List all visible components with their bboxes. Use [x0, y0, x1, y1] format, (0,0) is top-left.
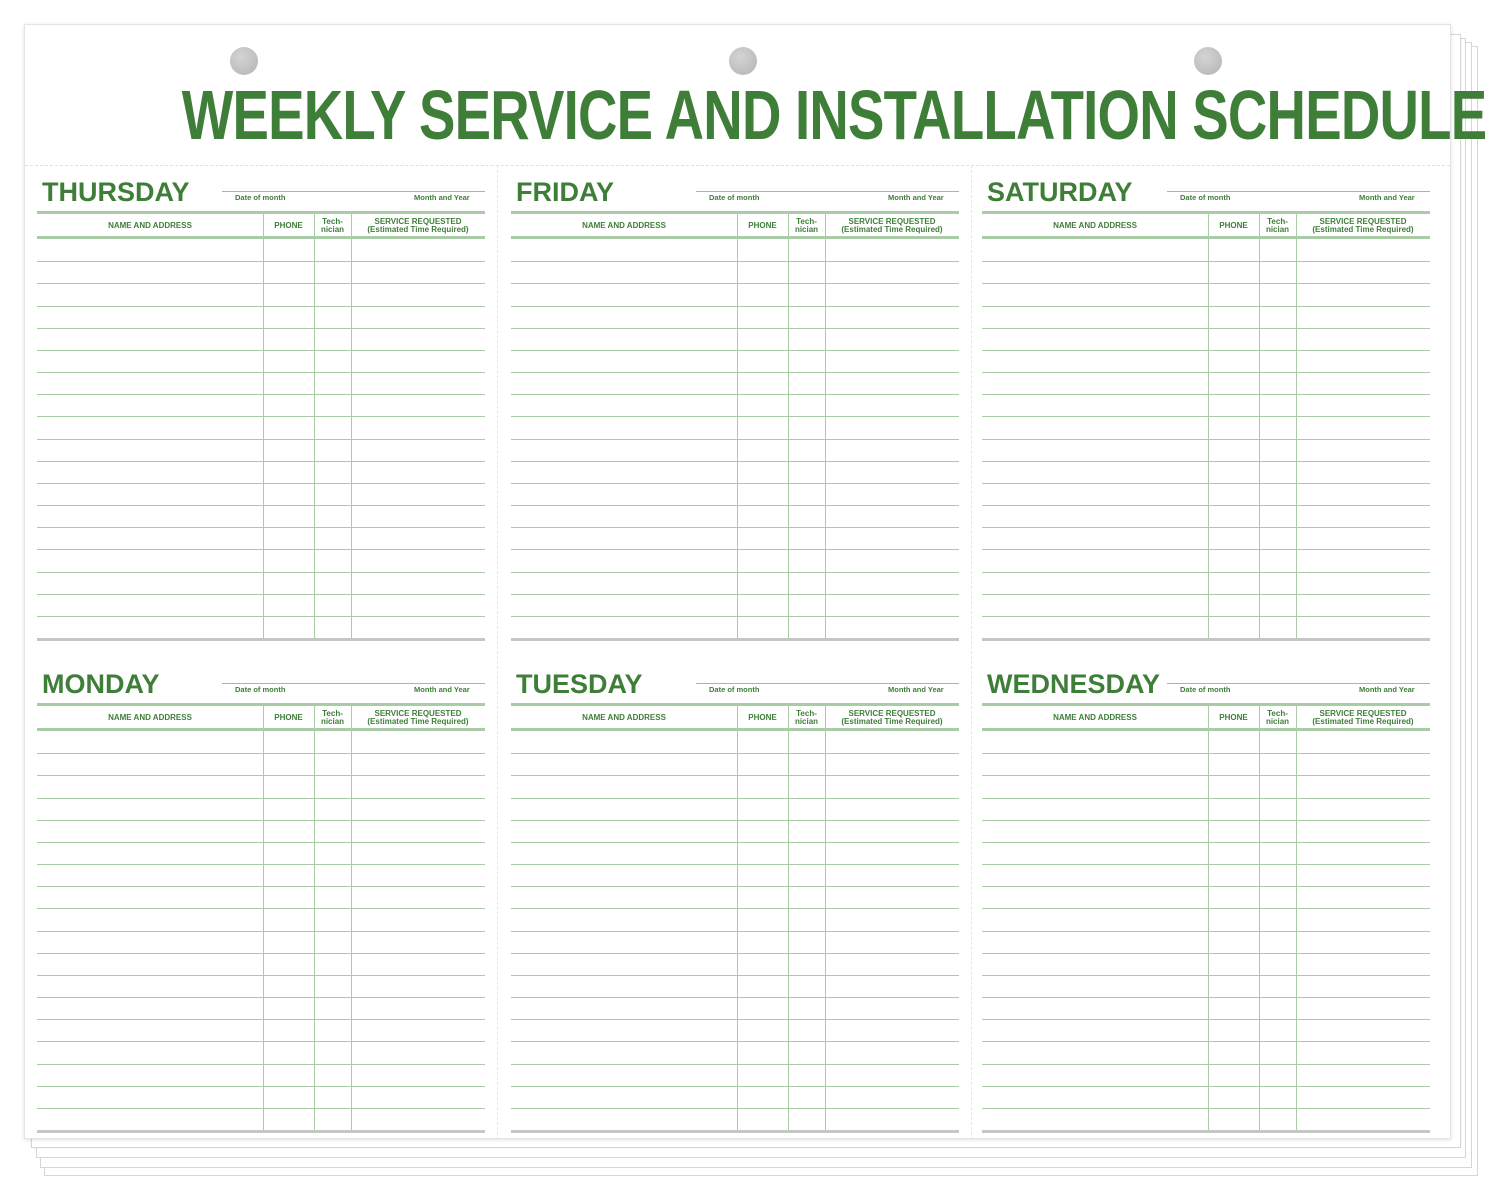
row-rule	[37, 616, 485, 617]
binder-hole	[230, 47, 258, 75]
row-rule	[511, 527, 959, 528]
header-bottom-rule	[37, 236, 485, 239]
col-technician	[1259, 707, 1296, 728]
date-line	[222, 683, 485, 684]
row-rule	[37, 1086, 485, 1087]
col-separator	[788, 706, 789, 728]
row-rule	[982, 1041, 1430, 1042]
row-rule	[982, 483, 1430, 484]
col-technician-line1: Tech-	[796, 708, 817, 718]
row-rule	[37, 775, 485, 776]
col-service-line1: SERVICE REQUESTED	[374, 216, 462, 226]
date-of-month-label: Date of month	[709, 193, 760, 202]
month-year-label: Month and Year	[1359, 193, 1415, 202]
header-bottom-rule	[511, 728, 959, 731]
day-title: FRIDAY	[516, 177, 615, 207]
table-top-rule	[982, 703, 1430, 706]
page-title: WEEKLY SERVICE AND INSTALLATION SCHEDULE	[181, 76, 1487, 154]
table-top-rule	[511, 703, 959, 706]
col-technician	[1259, 215, 1296, 236]
row-rule	[982, 461, 1430, 462]
binder-hole	[729, 47, 757, 75]
col-separator	[1208, 214, 1209, 236]
col-name-address: NAME AND ADDRESS	[1053, 712, 1137, 722]
header-bottom-rule	[982, 728, 1430, 731]
col-separator	[1296, 706, 1297, 728]
row-rule	[982, 283, 1430, 284]
date-line	[1167, 683, 1430, 684]
row-rule	[982, 908, 1430, 909]
row-rule	[982, 953, 1430, 954]
month-year-label: Month and Year	[414, 193, 470, 202]
panel-divider	[971, 165, 972, 1140]
col-service-line1: SERVICE REQUESTED	[1319, 708, 1407, 718]
row-rule	[37, 483, 485, 484]
col-phone: PHONE	[1219, 712, 1248, 722]
row-rule	[511, 975, 959, 976]
col-service-line2: (Estimated Time Required)	[1312, 716, 1414, 726]
day-panel-thursday	[37, 165, 485, 627]
col-technician	[314, 707, 351, 728]
row-rule	[37, 261, 485, 262]
row-rule	[511, 842, 959, 843]
row-rule	[982, 864, 1430, 865]
row-rule	[511, 1108, 959, 1109]
row-rule	[982, 594, 1430, 595]
date-line	[222, 191, 485, 192]
row-rule	[982, 350, 1430, 351]
col-name-address: NAME AND ADDRESS	[1053, 220, 1137, 230]
col-separator	[788, 214, 789, 236]
col-service-requested	[351, 707, 485, 728]
col-name-address: NAME AND ADDRESS	[108, 712, 192, 722]
row-rule	[37, 975, 485, 976]
binder-hole	[1194, 47, 1222, 75]
col-separator	[351, 214, 352, 236]
row-rule	[511, 328, 959, 329]
row-rule	[982, 572, 1430, 573]
row-rule	[511, 505, 959, 506]
row-rule	[511, 1064, 959, 1065]
col-separator	[737, 214, 738, 236]
col-name-address: NAME AND ADDRESS	[582, 712, 666, 722]
row-rule	[982, 842, 1430, 843]
day-panel-wednesday	[982, 657, 1430, 1119]
panel-divider	[497, 165, 498, 1140]
row-rule	[511, 261, 959, 262]
table-top-rule	[37, 211, 485, 214]
row-rule	[511, 798, 959, 799]
row-rule	[37, 753, 485, 754]
day-panel-friday	[511, 165, 959, 627]
row-rule	[37, 505, 485, 506]
row-rule	[982, 798, 1430, 799]
col-service-line1: SERVICE REQUESTED	[848, 216, 936, 226]
col-service-line1: SERVICE REQUESTED	[1319, 216, 1407, 226]
row-rule	[511, 283, 959, 284]
row-rule	[511, 908, 959, 909]
day-title: MONDAY	[42, 669, 160, 699]
row-rule	[982, 505, 1430, 506]
row-rule	[37, 1041, 485, 1042]
row-rule	[982, 549, 1430, 550]
header-bottom-rule	[982, 236, 1430, 239]
row-rule	[37, 594, 485, 595]
row-rule	[37, 842, 485, 843]
table-bottom-rule	[37, 638, 485, 641]
col-separator	[825, 214, 826, 236]
row-rule	[982, 1019, 1430, 1020]
row-rule	[511, 416, 959, 417]
col-service-requested	[1296, 707, 1430, 728]
month-year-label: Month and Year	[414, 685, 470, 694]
row-rule	[982, 820, 1430, 821]
row-rule	[982, 931, 1430, 932]
row-rule	[37, 572, 485, 573]
col-technician-line2: nician	[794, 716, 819, 726]
row-rule	[982, 328, 1430, 329]
row-rule	[37, 350, 485, 351]
row-rule	[37, 886, 485, 887]
day-panel-tuesday	[511, 657, 959, 1119]
row-rule	[982, 261, 1430, 262]
col-technician-line1: Tech-	[322, 216, 343, 226]
row-rule	[511, 953, 959, 954]
col-name-address: NAME AND ADDRESS	[582, 220, 666, 230]
row-rule	[37, 306, 485, 307]
col-separator	[314, 706, 315, 728]
row-rule	[37, 461, 485, 462]
col-phone: PHONE	[274, 712, 303, 722]
header-bottom-rule	[511, 236, 959, 239]
row-rule	[511, 306, 959, 307]
row-rule	[982, 1108, 1430, 1109]
row-rule	[511, 394, 959, 395]
row-rule	[37, 549, 485, 550]
row-rule	[37, 372, 485, 373]
row-rule	[37, 439, 485, 440]
col-separator	[314, 214, 315, 236]
row-rule	[37, 864, 485, 865]
date-of-month-label: Date of month	[235, 685, 286, 694]
row-rule	[511, 886, 959, 887]
row-rule	[982, 753, 1430, 754]
row-rule	[511, 439, 959, 440]
col-technician-line1: Tech-	[796, 216, 817, 226]
col-service-line2: (Estimated Time Required)	[841, 224, 943, 234]
row-rule	[511, 1041, 959, 1042]
date-of-month-label: Date of month	[235, 193, 286, 202]
row-rule	[511, 594, 959, 595]
col-separator	[1208, 706, 1209, 728]
col-service-requested	[351, 215, 485, 236]
row-rule	[982, 394, 1430, 395]
table-bottom-rule	[982, 638, 1430, 641]
date-of-month-label: Date of month	[1180, 193, 1231, 202]
day-title: WEDNESDAY	[987, 669, 1161, 699]
col-service-line2: (Estimated Time Required)	[367, 224, 469, 234]
col-separator	[1259, 214, 1260, 236]
date-line	[696, 191, 959, 192]
col-service-requested	[825, 215, 959, 236]
row-rule	[511, 549, 959, 550]
date-of-month-label: Date of month	[1180, 685, 1231, 694]
row-rule	[511, 483, 959, 484]
col-separator	[351, 706, 352, 728]
row-rule	[511, 820, 959, 821]
row-rule	[511, 461, 959, 462]
row-rule	[37, 1108, 485, 1109]
schedule-table	[982, 703, 1430, 1133]
row-rule	[982, 416, 1430, 417]
row-rule	[511, 1086, 959, 1087]
row-rule	[511, 616, 959, 617]
row-rule	[511, 931, 959, 932]
row-rule	[37, 283, 485, 284]
table-top-rule	[982, 211, 1430, 214]
table-bottom-rule	[37, 1130, 485, 1133]
col-service-line2: (Estimated Time Required)	[841, 716, 943, 726]
col-phone: PHONE	[748, 712, 777, 722]
row-rule	[982, 1086, 1430, 1087]
row-rule	[511, 864, 959, 865]
table-top-rule	[37, 703, 485, 706]
col-separator	[825, 706, 826, 728]
month-year-label: Month and Year	[888, 193, 944, 202]
col-service-line2: (Estimated Time Required)	[367, 716, 469, 726]
row-rule	[37, 820, 485, 821]
row-rule	[37, 1064, 485, 1065]
header-bottom-rule	[37, 728, 485, 731]
row-rule	[37, 931, 485, 932]
row-rule	[982, 997, 1430, 998]
col-service-line2: (Estimated Time Required)	[1312, 224, 1414, 234]
col-phone: PHONE	[748, 220, 777, 230]
col-technician	[314, 215, 351, 236]
col-technician-line2: nician	[320, 716, 345, 726]
day-title: THURSDAY	[42, 177, 190, 207]
row-rule	[37, 997, 485, 998]
col-technician-line1: Tech-	[1267, 216, 1288, 226]
row-rule	[511, 775, 959, 776]
row-rule	[37, 908, 485, 909]
row-rule	[37, 394, 485, 395]
col-technician	[788, 707, 825, 728]
row-rule	[37, 1019, 485, 1020]
col-technician	[788, 215, 825, 236]
col-phone: PHONE	[274, 220, 303, 230]
col-service-requested	[1296, 215, 1430, 236]
col-service-line1: SERVICE REQUESTED	[374, 708, 462, 718]
row-rule	[982, 372, 1430, 373]
row-rule	[982, 975, 1430, 976]
row-rule	[511, 372, 959, 373]
row-rule	[511, 753, 959, 754]
col-service-requested	[825, 707, 959, 728]
row-rule	[37, 953, 485, 954]
schedule-table	[511, 211, 959, 641]
col-technician-line2: nician	[1265, 224, 1290, 234]
row-rule	[982, 306, 1430, 307]
row-rule	[982, 886, 1430, 887]
row-rule	[511, 997, 959, 998]
day-panel-monday	[37, 657, 485, 1119]
col-service-line1: SERVICE REQUESTED	[848, 708, 936, 718]
month-year-label: Month and Year	[888, 685, 944, 694]
col-technician-line1: Tech-	[322, 708, 343, 718]
schedule-table	[511, 703, 959, 1133]
row-rule	[37, 416, 485, 417]
schedule-sheet	[24, 24, 1487, 1139]
schedule-table	[982, 211, 1430, 641]
row-rule	[37, 328, 485, 329]
date-line	[696, 683, 959, 684]
day-panel-saturday	[982, 165, 1430, 627]
col-separator	[263, 706, 264, 728]
col-separator	[263, 214, 264, 236]
col-technician-line1: Tech-	[1267, 708, 1288, 718]
schedule-table	[37, 211, 485, 641]
row-rule	[37, 798, 485, 799]
date-of-month-label: Date of month	[709, 685, 760, 694]
row-rule	[511, 1019, 959, 1020]
row-rule	[982, 775, 1430, 776]
row-rule	[511, 350, 959, 351]
month-year-label: Month and Year	[1359, 685, 1415, 694]
table-bottom-rule	[511, 638, 959, 641]
table-top-rule	[511, 211, 959, 214]
schedule-table	[37, 703, 485, 1133]
row-rule	[982, 616, 1430, 617]
col-technician-line2: nician	[794, 224, 819, 234]
row-rule	[37, 527, 485, 528]
row-rule	[511, 572, 959, 573]
col-separator	[1296, 214, 1297, 236]
col-technician-line2: nician	[1265, 716, 1290, 726]
row-rule	[982, 1064, 1430, 1065]
col-technician-line2: nician	[320, 224, 345, 234]
col-separator	[737, 706, 738, 728]
row-rule	[982, 527, 1430, 528]
table-bottom-rule	[511, 1130, 959, 1133]
date-line	[1167, 191, 1430, 192]
col-name-address: NAME AND ADDRESS	[108, 220, 192, 230]
day-title: TUESDAY	[516, 669, 643, 699]
col-separator	[1259, 706, 1260, 728]
col-phone: PHONE	[1219, 220, 1248, 230]
day-title: SATURDAY	[987, 177, 1133, 207]
table-bottom-rule	[982, 1130, 1430, 1133]
row-rule	[982, 439, 1430, 440]
